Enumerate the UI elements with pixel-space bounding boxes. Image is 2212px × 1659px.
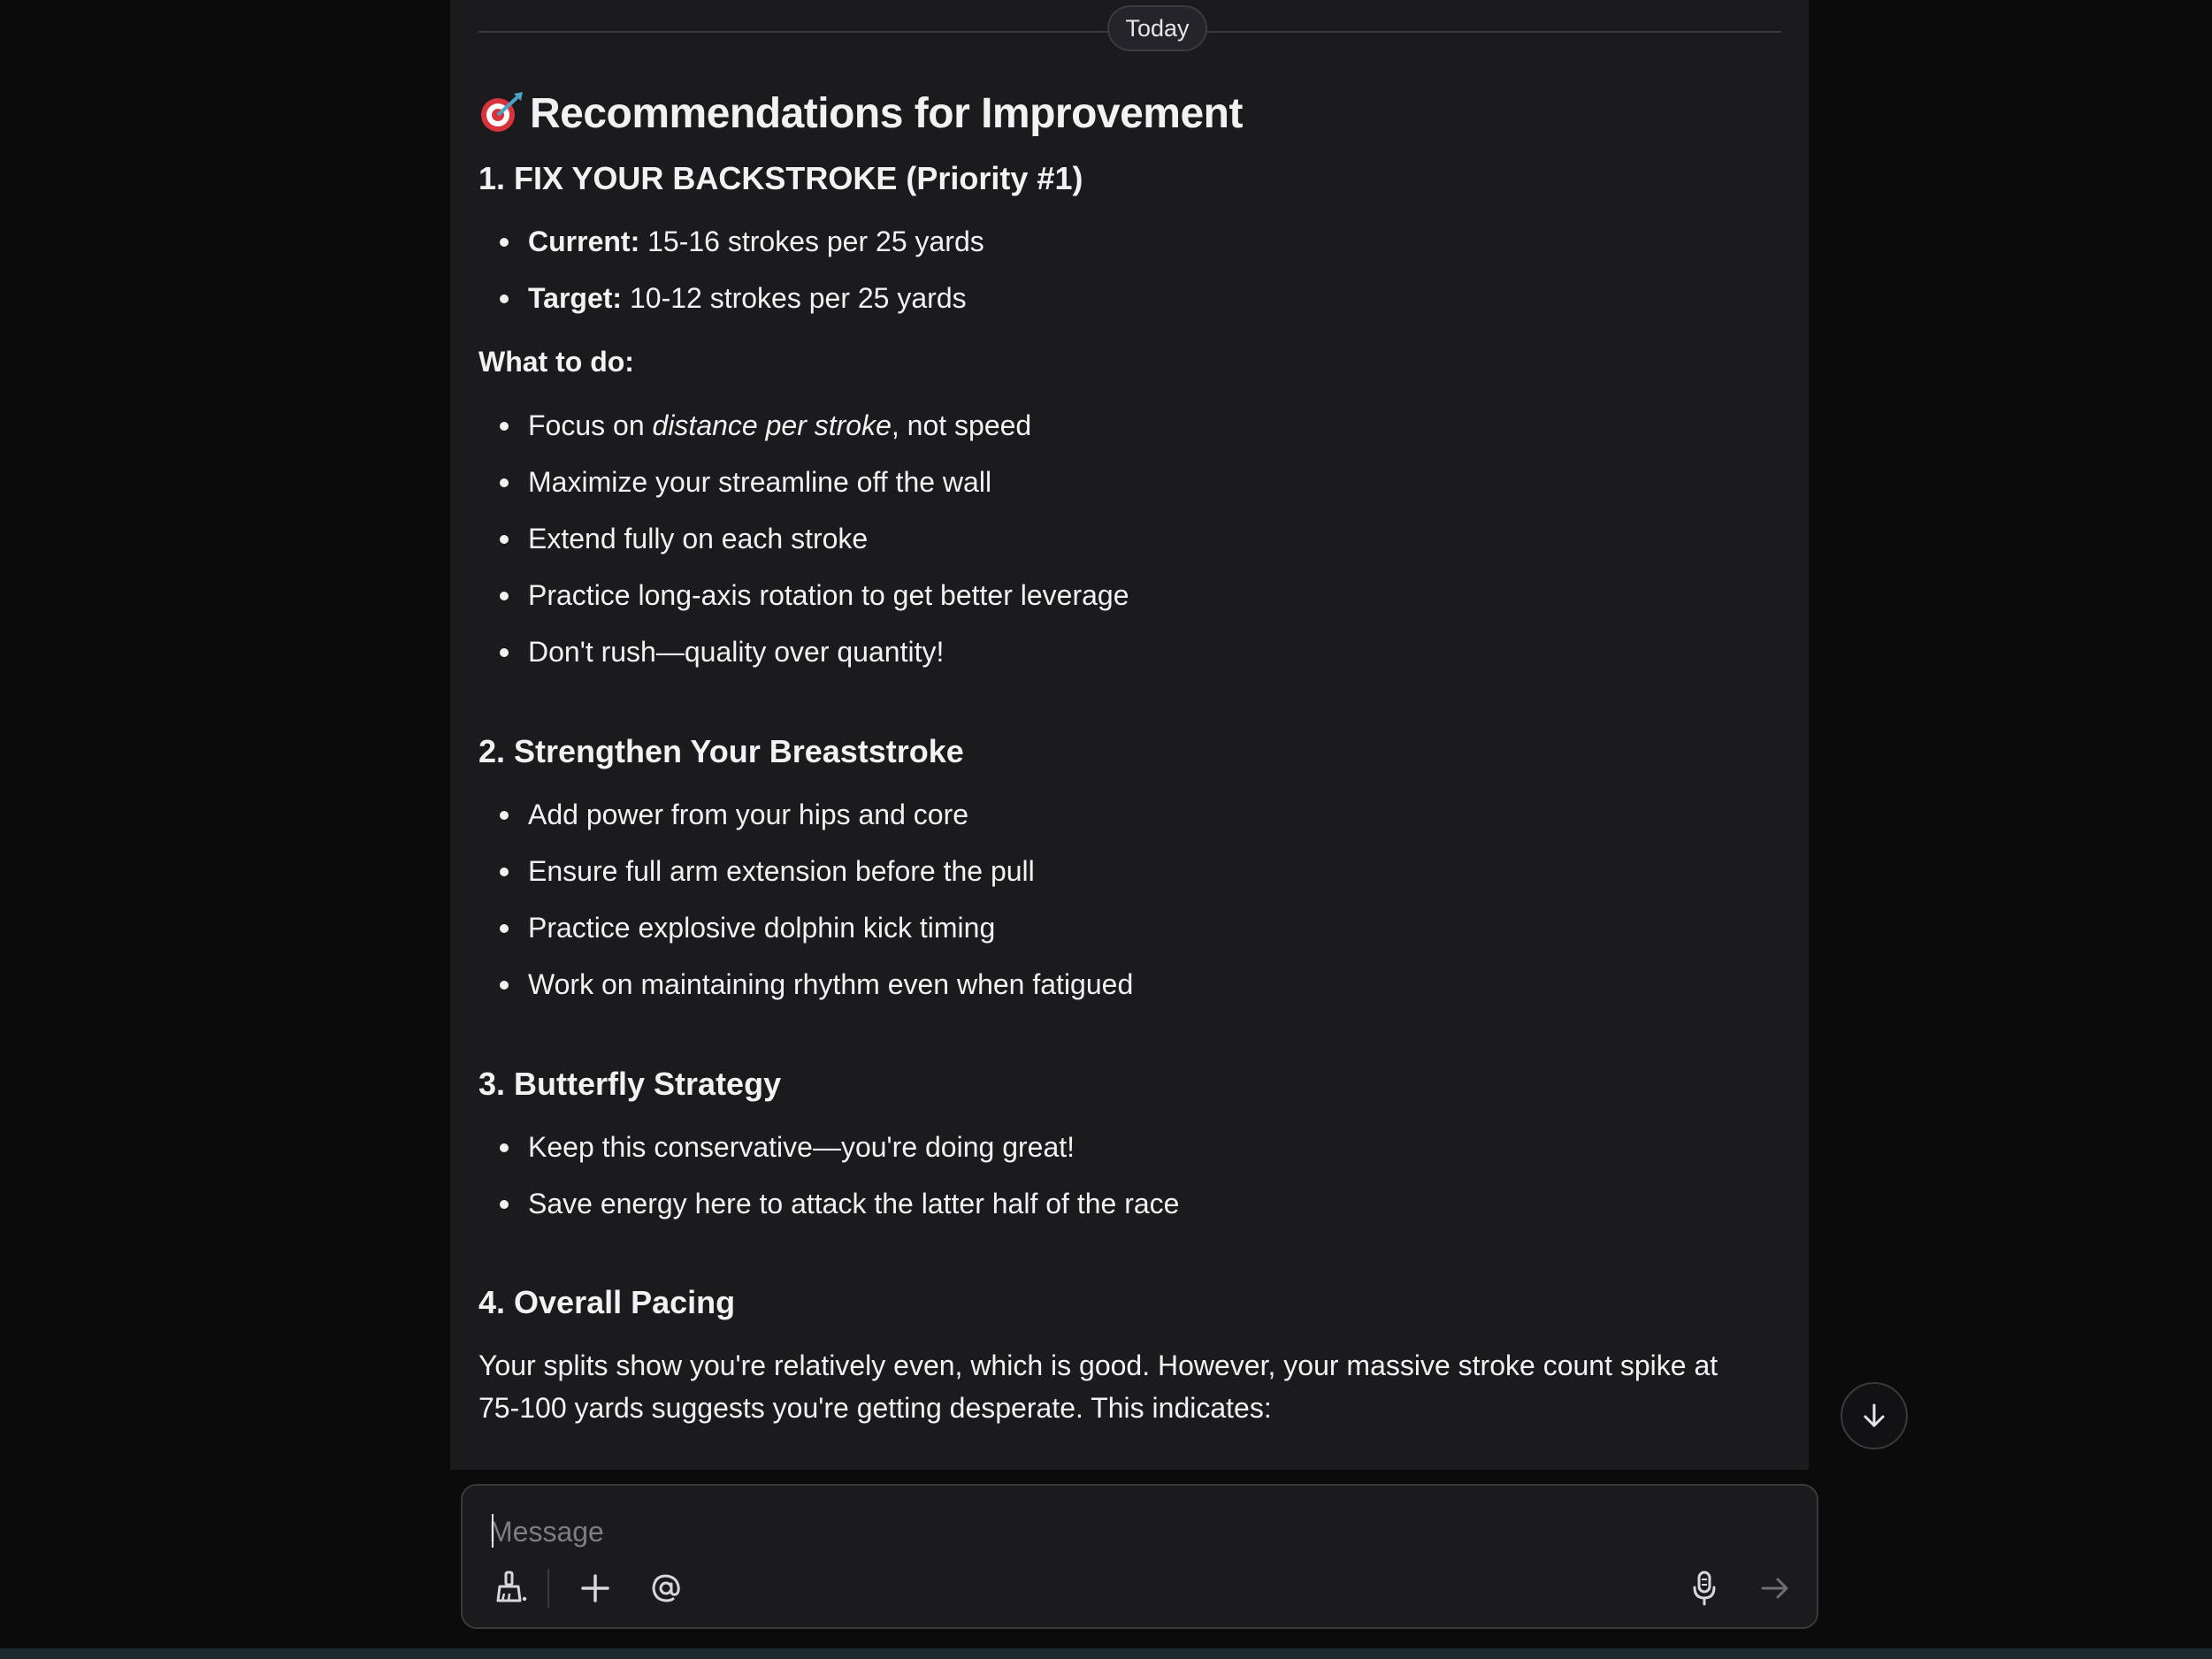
section-title: 1. FIX YOUR BACKSTROKE (Priority #1) <box>478 160 1083 196</box>
bullet-dot <box>500 1200 509 1209</box>
bullet-dot <box>500 238 509 247</box>
section-title: 3. Butterfly Strategy <box>478 1066 782 1102</box>
date-divider <box>478 5 1781 51</box>
send-arrow-icon <box>1754 1567 1796 1609</box>
send-button[interactable] <box>1754 1567 1796 1609</box>
item-text: Maximize your streamline off the wall <box>528 466 992 498</box>
item-text: Add power from your hips and core <box>528 799 969 830</box>
at-mention-icon <box>645 1567 687 1609</box>
brush-button[interactable] <box>489 1567 532 1609</box>
bullet-dot <box>500 648 509 657</box>
item-text: Don't rush—quality over quantity! <box>528 636 945 668</box>
bullet-dot <box>500 535 509 544</box>
item-text: Work on maintaining rhythm even when fatigued <box>528 968 1134 1000</box>
stat-value: 10-12 strokes per 25 yards <box>622 282 967 314</box>
message-heading-text: Recommendations for Improvement <box>530 90 1243 137</box>
section-title: 4. Overall Pacing <box>478 1284 736 1320</box>
item-text: Focus on <box>528 409 653 441</box>
item-text: Save energy here to attack the latter half of the race <box>528 1188 1180 1219</box>
add-attachment-button[interactable] <box>574 1567 616 1609</box>
stat-value: 15-16 strokes per 25 yards <box>639 226 984 257</box>
item-text: Practice long-axis rotation to get better leverage <box>528 579 1129 611</box>
bullet-dot <box>500 1143 509 1152</box>
bullet-dot <box>500 981 509 990</box>
item-text: Practice explosive dolphin kick timing <box>528 912 996 944</box>
item-text: Extend fully on each stroke <box>528 523 869 554</box>
paragraph-line: Your splits show you're relatively even, which is good. However, your massive stroke count spike at <box>478 1349 1718 1381</box>
bullet-dot <box>500 478 509 487</box>
bullet-dot <box>500 422 509 431</box>
paragraph-line: 75-100 yards suggests you're getting desperate. This indicates: <box>478 1392 1272 1424</box>
voice-input-button[interactable] <box>1683 1567 1726 1609</box>
stat-label: Current: <box>528 226 640 257</box>
message-input[interactable] <box>489 1512 1727 1551</box>
section-title: 2. Strengthen Your Breaststroke <box>478 733 964 769</box>
text-caret <box>492 1514 494 1548</box>
bullet-dot <box>500 294 509 303</box>
window-bottom-edge <box>0 1648 2212 1659</box>
bullet-dot <box>500 868 509 876</box>
item-text: , not speed <box>891 409 1032 441</box>
mention-button[interactable] <box>645 1567 687 1609</box>
dart-target-icon <box>478 90 524 134</box>
subheading: What to do: <box>478 346 634 378</box>
message-heading <box>478 83 1243 145</box>
stat-label: Target: <box>528 282 623 314</box>
arrow-down-icon <box>1860 1402 1888 1430</box>
message-composer <box>461 1484 1818 1629</box>
scroll-to-bottom-button[interactable] <box>1841 1382 1908 1449</box>
toolbar-divider <box>547 1569 549 1608</box>
item-text: Keep this conservative—you're doing great! <box>528 1131 1075 1163</box>
chat-panel <box>450 0 1809 1470</box>
bullet-dot <box>500 592 509 600</box>
brush-icon <box>489 1567 532 1609</box>
date-badge: Today <box>1107 5 1207 51</box>
item-emphasis: distance per stroke <box>652 409 892 441</box>
plus-icon <box>574 1567 616 1609</box>
microphone-icon <box>1683 1567 1726 1609</box>
bullet-dot <box>500 924 509 933</box>
item-text: Ensure full arm extension before the pull <box>528 855 1035 887</box>
bullet-dot <box>500 811 509 820</box>
